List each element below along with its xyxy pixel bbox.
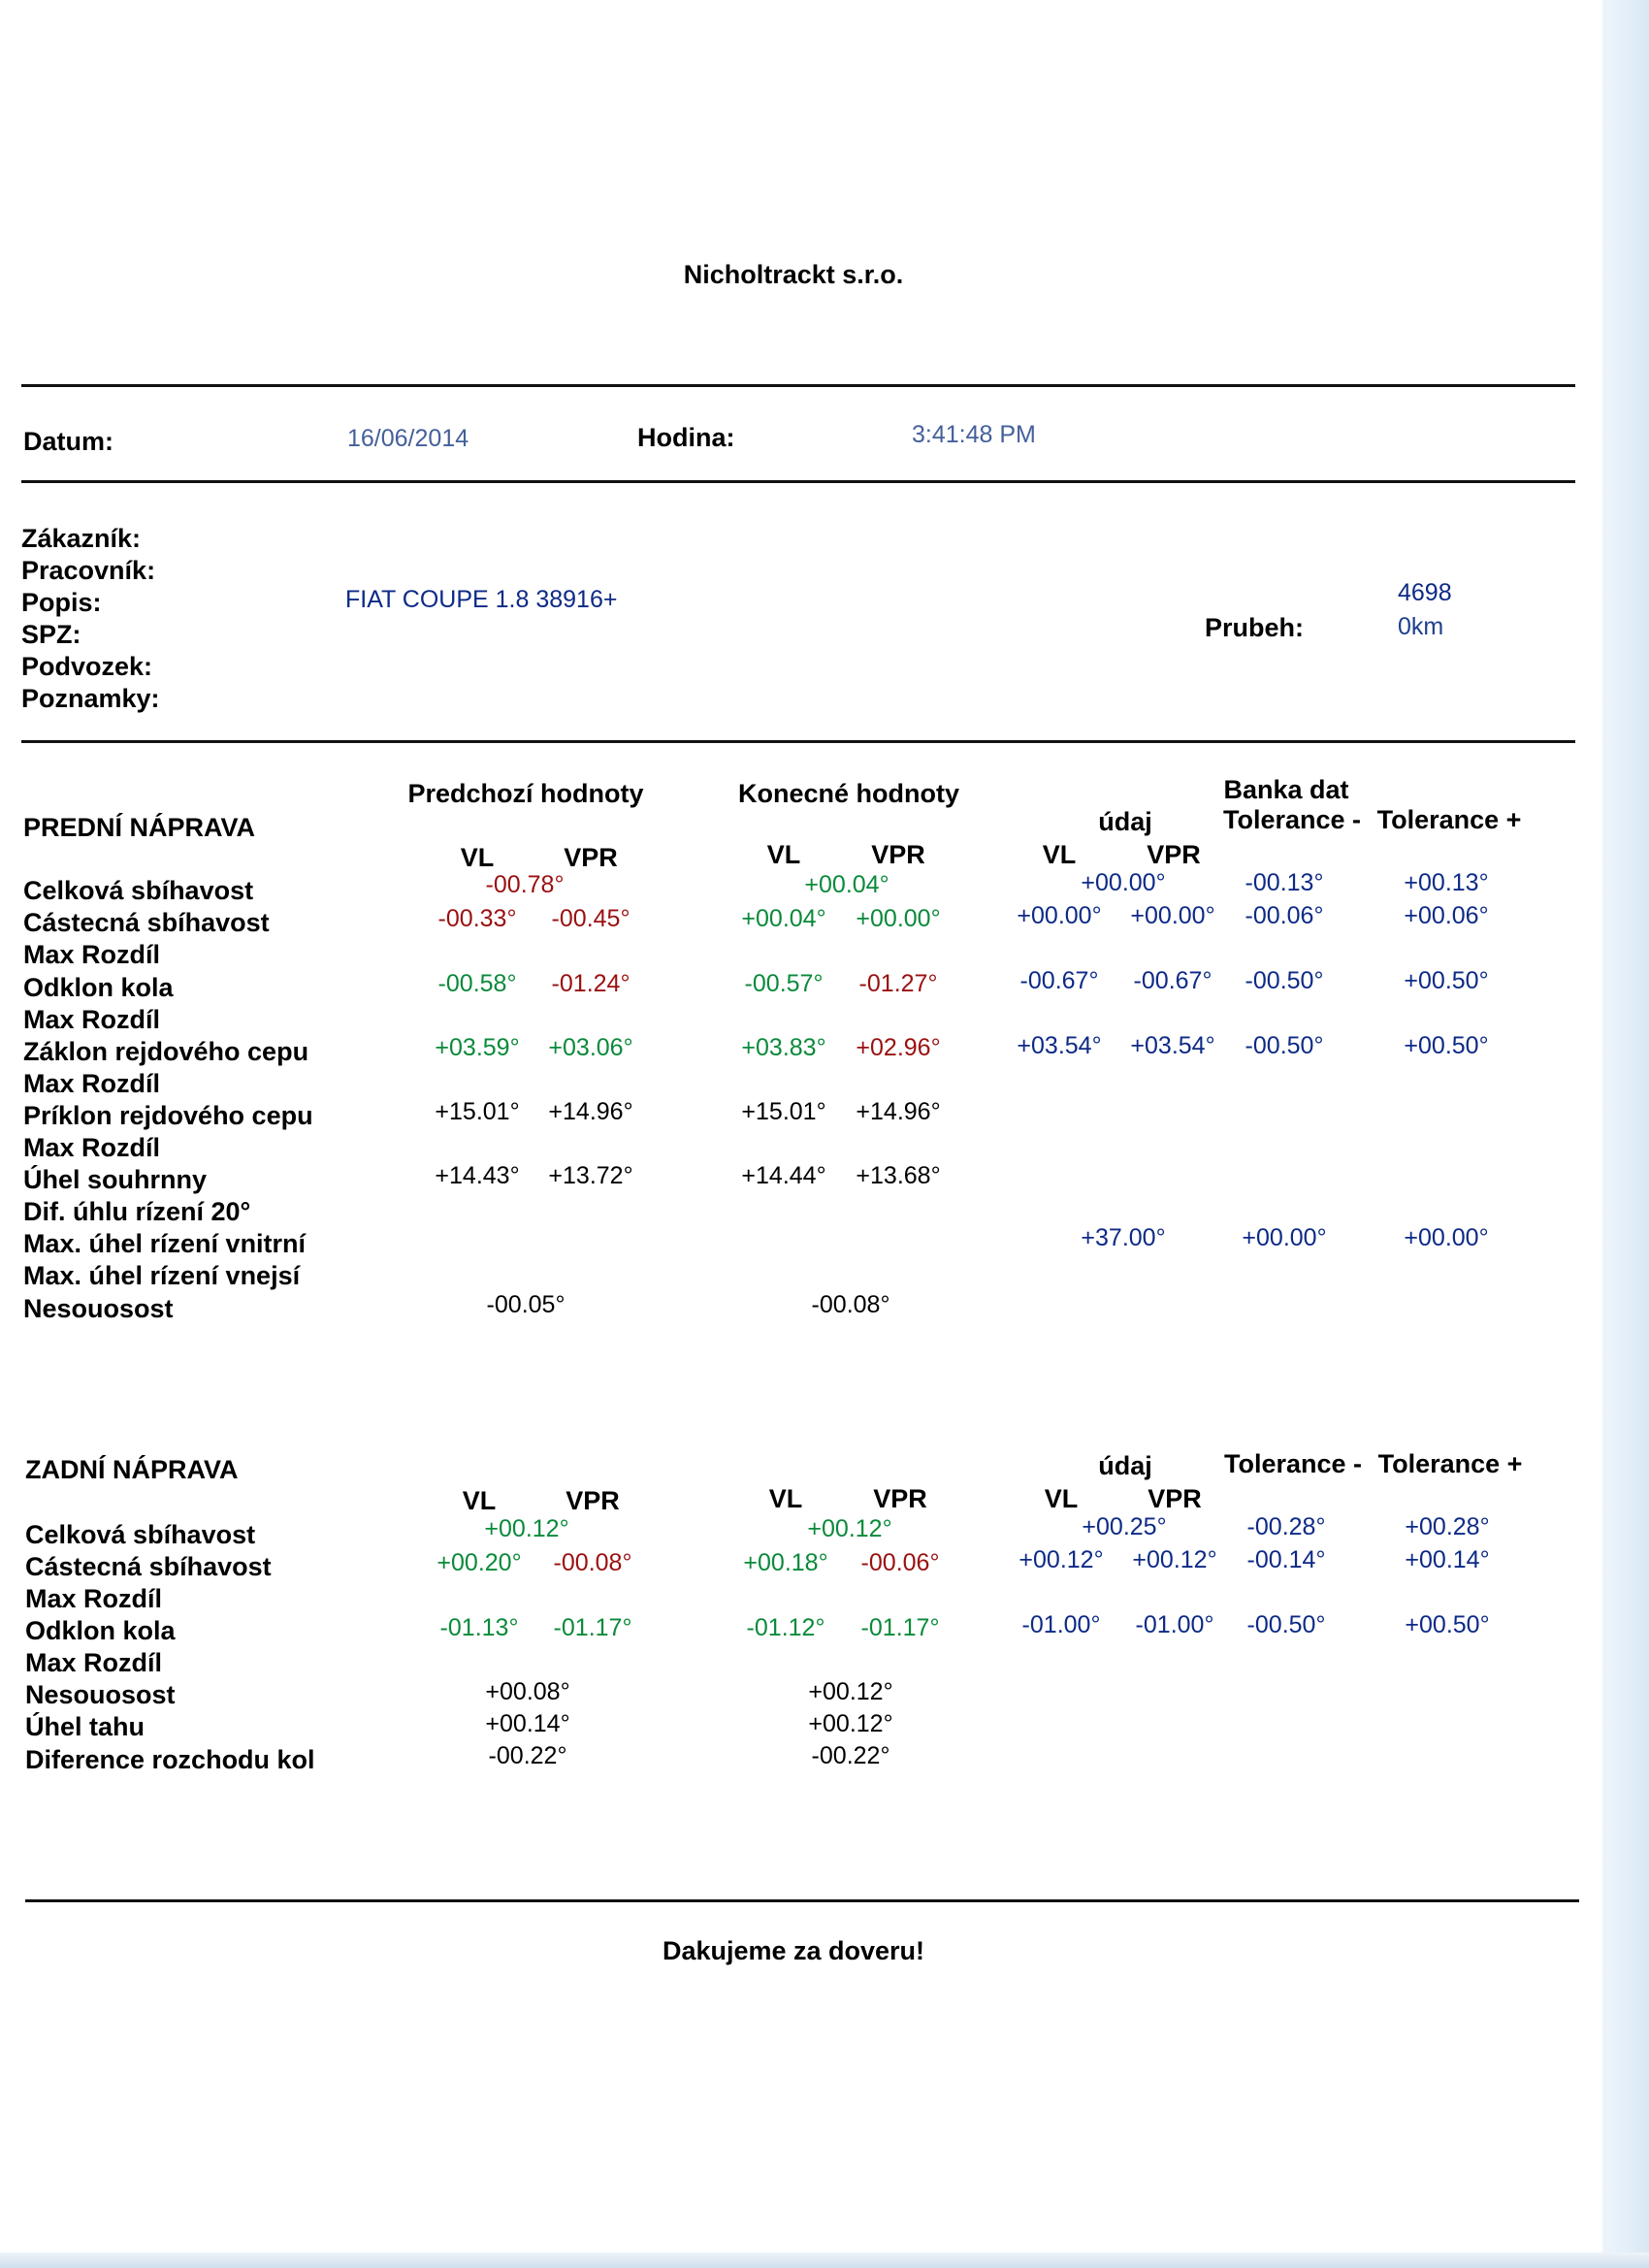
front-odklon-final-vl: -00.57° — [744, 970, 824, 997]
rear-row-label: Úhel tahu — [25, 1712, 146, 1741]
front-section-title: PREDNÍ NÁPRAVA — [23, 813, 256, 842]
front-nesouosost-prev: -00.05° — [486, 1291, 566, 1318]
rear-celkova-tol-plus: +00.28° — [1405, 1513, 1490, 1540]
front-celkova-udaj: +00.00° — [1081, 869, 1166, 896]
divider-top — [21, 384, 1575, 387]
front-castecna-udaj-vpr: +00.00° — [1130, 902, 1215, 929]
front-row-label: Úhel souhrnny — [23, 1165, 208, 1194]
front-row-label: Príklon rejdového cepu — [23, 1101, 313, 1130]
front-uhel-prev-vl: +14.43° — [435, 1162, 520, 1189]
front-row-label: Max Rozdíl — [23, 1005, 161, 1034]
front-odklon-prev-vl: -00.58° — [437, 970, 517, 997]
divider-header — [21, 480, 1575, 483]
front-zaklon-prev-vl: +03.59° — [435, 1034, 520, 1061]
front-priklon-prev-vpr: +14.96° — [548, 1098, 633, 1125]
rear-row-label: Celková sbíhavost — [25, 1520, 256, 1549]
front-col-tol-plus: Tolerance + — [1376, 805, 1522, 834]
rear-nesouosost-final: +00.12° — [808, 1678, 893, 1705]
front-row-label: Max Rozdíl — [23, 1069, 161, 1098]
info-label-zakaznik: Zákazník: — [21, 524, 142, 553]
rear-nesouosost-prev: +00.08° — [485, 1678, 570, 1705]
rear-section-title: ZADNÍ NÁPRAVA — [25, 1455, 239, 1484]
rear-final-vpr: VPR — [873, 1484, 927, 1513]
front-odklon-udaj-vl: -00.67° — [1019, 967, 1099, 994]
front-uhel-final-vpr: +13.68° — [856, 1162, 941, 1189]
info-label-pracovnik: Pracovník: — [21, 556, 156, 585]
front-zaklon-tol-minus: -00.50° — [1245, 1032, 1324, 1059]
front-row-label: Celková sbíhavost — [23, 876, 254, 905]
time-value: 3:41:48 PM — [912, 421, 1036, 448]
front-row-label: Dif. úhlu rízení 20° — [23, 1197, 251, 1226]
divider-footer — [25, 1899, 1579, 1902]
rear-rozchod-final: -00.22° — [811, 1742, 890, 1769]
front-col-prev: Predchozí hodnoty — [407, 779, 644, 808]
front-final-vpr: VPR — [871, 840, 925, 869]
front-col-bank: Banka dat — [1223, 775, 1349, 804]
front-col-tol-minus: Tolerance - — [1222, 805, 1362, 834]
front-castecna-prev-vpr: -00.45° — [551, 905, 630, 932]
rear-odklon-final-vpr: -01.17° — [860, 1614, 940, 1641]
front-celkova-tol-plus: +00.13° — [1404, 869, 1489, 896]
rear-castecna-udaj-vpr: +00.12° — [1132, 1546, 1217, 1573]
rear-odklon-tol-plus: +00.50° — [1405, 1611, 1490, 1638]
rear-row-label: Max Rozdíl — [25, 1648, 163, 1677]
front-priklon-final-vpr: +14.96° — [856, 1098, 941, 1125]
front-odklon-prev-vpr: -01.24° — [551, 970, 630, 997]
front-row-label: Max Rozdíl — [23, 940, 161, 969]
scan-edge-right — [1602, 0, 1649, 2268]
rear-castecna-tol-plus: +00.14° — [1405, 1546, 1490, 1573]
rear-tah-prev: +00.14° — [485, 1710, 570, 1737]
front-zaklon-final-vpr: +02.96° — [856, 1034, 941, 1061]
front-priklon-prev-vl: +15.01° — [435, 1098, 520, 1125]
prubeh-unit: 0km — [1398, 613, 1444, 640]
front-row-label: Max. úhel rízení vnitrní — [23, 1229, 307, 1258]
rear-row-label: Nesouosost — [25, 1680, 176, 1709]
front-celkova-final: +00.04° — [804, 871, 889, 898]
front-final-vl: VL — [766, 840, 801, 869]
front-prev-vpr: VPR — [564, 843, 618, 872]
rear-castecna-prev-vpr: -00.08° — [553, 1549, 632, 1576]
rear-row-label: Odklon kola — [25, 1616, 176, 1645]
rear-odklon-final-vl: -01.12° — [746, 1614, 825, 1641]
front-priklon-final-vl: +15.01° — [741, 1098, 826, 1125]
rear-col-tol-plus: Tolerance + — [1377, 1449, 1523, 1478]
rear-rozchod-prev: -00.22° — [488, 1742, 567, 1769]
front-vnitrni-udaj: +37.00° — [1081, 1224, 1166, 1251]
popis-value: FIAT COUPE 1.8 38916+ — [345, 586, 618, 613]
front-uhel-prev-vpr: +13.72° — [548, 1162, 633, 1189]
front-celkova-tol-minus: -00.13° — [1245, 869, 1324, 896]
rear-col-udaj: údaj — [1098, 1451, 1152, 1480]
front-odklon-tol-plus: +00.50° — [1404, 967, 1489, 994]
front-zaklon-udaj-vpr: +03.54° — [1130, 1032, 1215, 1059]
rear-row-label: Diference rozchodu kol — [25, 1745, 315, 1774]
front-odklon-final-vpr: -01.27° — [858, 970, 938, 997]
info-label-spz: SPZ: — [21, 620, 81, 649]
date-label: Datum: — [23, 427, 113, 456]
info-label-poznamky: Poznamky: — [21, 684, 160, 713]
time-label: Hodina: — [637, 423, 735, 452]
front-col-udaj: údaj — [1098, 807, 1152, 836]
company-title: Nicholtrackt s.r.o. — [683, 260, 904, 289]
rear-final-vl: VL — [768, 1484, 803, 1513]
rear-row-label: Max Rozdíl — [25, 1584, 163, 1613]
rear-celkova-udaj: +00.25° — [1082, 1513, 1167, 1540]
rear-col-tol-minus: Tolerance - — [1223, 1449, 1363, 1478]
rear-celkova-prev: +00.12° — [484, 1515, 569, 1542]
front-udaj-vpr: VPR — [1147, 840, 1201, 869]
front-castecna-prev-vl: -00.33° — [437, 905, 517, 932]
front-castecna-tol-plus: +00.06° — [1404, 902, 1489, 929]
rear-odklon-prev-vl: -01.13° — [439, 1614, 519, 1641]
front-prev-vl: VL — [460, 843, 495, 872]
front-celkova-prev: -00.78° — [485, 871, 565, 898]
front-uhel-final-vl: +14.44° — [741, 1162, 826, 1189]
front-row-label: Záklon rejdového cepu — [23, 1037, 309, 1066]
front-vnitrni-tol-minus: +00.00° — [1242, 1224, 1327, 1251]
rear-celkova-tol-minus: -00.28° — [1246, 1513, 1326, 1540]
rear-prev-vpr: VPR — [566, 1486, 620, 1515]
front-zaklon-final-vl: +03.83° — [741, 1034, 826, 1061]
front-nesouosost-final: -00.08° — [811, 1291, 890, 1318]
front-vnitrni-tol-plus: +00.00° — [1404, 1224, 1489, 1251]
rear-castecna-final-vl: +00.18° — [743, 1549, 828, 1576]
front-castecna-final-vpr: +00.00° — [856, 905, 941, 932]
prubeh-value: 4698 — [1398, 579, 1452, 606]
footer-thanks: Dakujeme za doveru! — [662, 1936, 925, 1965]
front-zaklon-prev-vpr: +03.06° — [548, 1034, 633, 1061]
front-castecna-udaj-vl: +00.00° — [1017, 902, 1102, 929]
front-row-label: Nesouosost — [23, 1294, 174, 1323]
rear-odklon-udaj-vl: -01.00° — [1021, 1611, 1101, 1638]
rear-celkova-final: +00.12° — [807, 1515, 892, 1542]
scan-edge-bottom — [0, 2252, 1649, 2268]
rear-prev-vl: VL — [462, 1486, 497, 1515]
rear-udaj-vpr: VPR — [1148, 1484, 1202, 1513]
front-odklon-tol-minus: -00.50° — [1245, 967, 1324, 994]
rear-castecna-tol-minus: -00.14° — [1246, 1546, 1326, 1573]
rear-row-label: Cástecná sbíhavost — [25, 1552, 272, 1581]
rear-tah-final: +00.12° — [808, 1710, 893, 1737]
front-zaklon-tol-plus: +00.50° — [1404, 1032, 1489, 1059]
rear-odklon-prev-vpr: -01.17° — [553, 1614, 632, 1641]
front-castecna-tol-minus: -00.06° — [1245, 902, 1324, 929]
divider-info — [21, 740, 1575, 743]
front-row-label: Odklon kola — [23, 973, 174, 1002]
date-value: 16/06/2014 — [347, 425, 469, 452]
prubeh-label: Prubeh: — [1205, 613, 1305, 642]
rear-castecna-prev-vl: +00.20° — [436, 1549, 522, 1576]
front-zaklon-udaj-vl: +03.54° — [1017, 1032, 1102, 1059]
rear-castecna-final-vpr: -00.06° — [860, 1549, 940, 1576]
front-odklon-udaj-vpr: -00.67° — [1133, 967, 1212, 994]
front-row-label: Cástecná sbíhavost — [23, 908, 270, 937]
front-castecna-final-vl: +00.04° — [741, 905, 826, 932]
info-label-podvozek: Podvozek: — [21, 652, 153, 681]
front-udaj-vl: VL — [1042, 840, 1077, 869]
front-row-label: Max Rozdíl — [23, 1133, 161, 1162]
info-label-popis: Popis: — [21, 588, 102, 617]
front-row-label: Max. úhel rízení vnejsí — [23, 1261, 301, 1290]
rear-castecna-udaj-vl: +00.12° — [1018, 1546, 1104, 1573]
rear-odklon-udaj-vpr: -01.00° — [1135, 1611, 1214, 1638]
front-col-final: Konecné hodnoty — [738, 779, 959, 808]
rear-udaj-vl: VL — [1044, 1484, 1079, 1513]
rear-odklon-tol-minus: -00.50° — [1246, 1611, 1326, 1638]
